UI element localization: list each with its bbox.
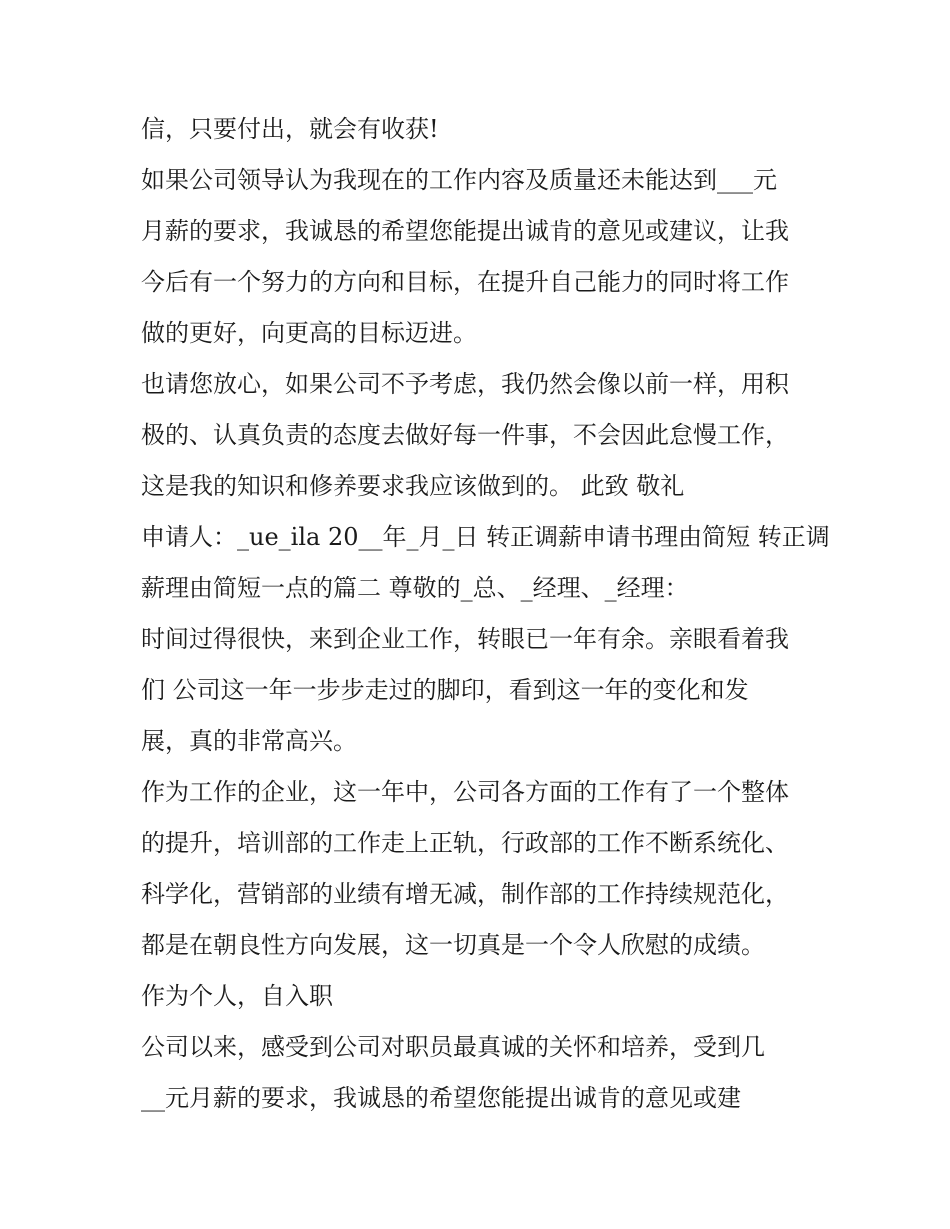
text-line: 作为工作的企业，这一年中，公司各方面的工作有了一个整体 xyxy=(141,778,789,806)
text-line: 作为个人，自入职 xyxy=(141,982,333,1010)
text-line: 如果公司领导认为我现在的工作内容及质量还未能达到___元 xyxy=(141,166,777,194)
text-line: 都是在朝良性方向发展，这一切真是一个令人欣慰的成绩。 xyxy=(141,931,765,959)
document-body xyxy=(141,104,830,1124)
text-line: 今后有一个努力的方向和目标，在提升自己能力的同时将工作 xyxy=(141,268,789,296)
text-line: 极的、认真负责的态度去做好每一件事，不会因此怠慢工作， xyxy=(141,421,789,449)
text-line: 公司以来，感受到公司对职员最真诚的关怀和培养，受到几 xyxy=(141,1033,765,1061)
text-line: 科学化，营销部的业绩有增无减，制作部的工作持续规范化， xyxy=(141,880,789,908)
text-line: 月薪的要求，我诚恳的希望您能提出诚肯的意见或建议，让我 xyxy=(141,217,789,245)
text-line: 做的更好，向更高的目标迈进。 xyxy=(141,319,477,347)
text-line: 们 公司这一年一步步走过的脚印，看到这一年的变化和发 xyxy=(141,676,749,704)
text-line: 也请您放心，如果公司不予考虑，我仍然会像以前一样，用积 xyxy=(141,370,789,398)
text-line: 信，只要付出，就会有收获! xyxy=(141,115,439,143)
text-line: 时间过得很快，来到企业工作，转眼已一年有余。亲眼看着我 xyxy=(141,625,789,653)
text-line: 申请人：_ue_ila 20__年_月_日 转正调薪申请书理由简短 转正调 xyxy=(141,523,830,551)
text-line: 的提升，培训部的工作走上正轨，行政部的工作不断系统化、 xyxy=(141,829,789,857)
text-line: __元月薪的要求，我诚恳的希望您能提出诚肯的意见或建 xyxy=(141,1084,741,1112)
text-line: 展，真的非常高兴。 xyxy=(141,727,357,755)
text-line: 薪理由简短一点的篇二 尊敬的_总、_经理、_经理： xyxy=(141,574,689,602)
text-line: 这是我的知识和修养要求我应该做到的。 此致 敬礼 xyxy=(141,472,685,500)
